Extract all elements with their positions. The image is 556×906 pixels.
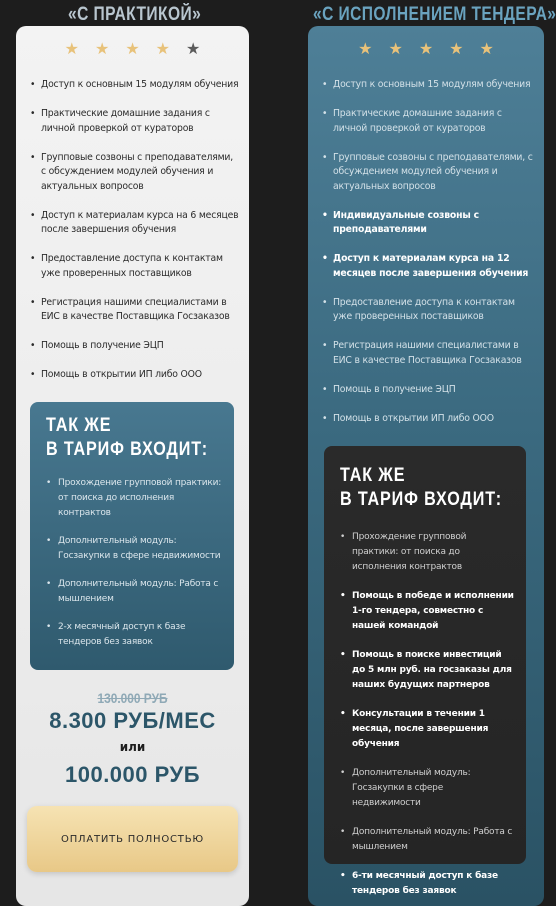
feature-item: • Доступ к материалам курса на 12 месяцев после завершения обучения [322, 252, 534, 281]
feature-item: • Индивидуальные созвоны с преподавателями [322, 209, 534, 238]
plan-card-tender [308, 26, 544, 906]
feature-item: • Помощь в открытии ИП либо ООО [322, 412, 534, 427]
star-icon: ★ [125, 39, 140, 58]
extras-box [30, 402, 234, 670]
feature-item: • Практические домашние задания с личной проверкой от кураторов [322, 107, 534, 136]
plan-card-practice [16, 26, 249, 906]
extras-item: • Дополнительный модуль: Госзакупки в сфере недвижимости [46, 534, 222, 564]
feature-item: • Практические домашние задания с личной проверкой от кураторов [30, 107, 239, 136]
extras-item: • Прохождение групповой практики: от поиска до исполнения контрактов [340, 530, 514, 575]
feature-item: • Регистрация нашими специалистами в ЕИС в качестве Поставщика Госзаказов [30, 296, 239, 325]
extras-title-line: В ТАРИФ ВХОДИТ: [46, 439, 208, 460]
feature-item: • Регистрация нашими специалистами в ЕИС в качестве Поставщика Госзаказов [322, 339, 534, 368]
extras-item: • Помощь в поиске инвестиций до 5 млн руб. на госзаказы для наших будущих партнеров [340, 648, 514, 693]
feature-item: • Помощь в получение ЭЦП [30, 339, 239, 354]
feature-item: • Предоставление доступа к контактам уже проверенных поставщиков [30, 252, 239, 281]
star-icon: ★ [449, 39, 464, 58]
extras-list [46, 476, 222, 650]
plan-title-practice: «С ПРАКТИКОЙ» [68, 4, 202, 25]
extras-title-line: ТАК ЖЕ [340, 465, 406, 486]
rating-stars [308, 40, 544, 58]
price-monthly: 8.300 РУБ/МЕС [49, 708, 216, 733]
star-icon: ★ [388, 39, 403, 58]
star-icon: ★ [479, 39, 494, 58]
extras-item: • 2-х месячный доступ к базе тендеров без заявок [46, 620, 222, 650]
feature-item: • Предоставление доступа к контактам уже проверенных поставщиков [322, 296, 534, 325]
extras-item: • Дополнительный модуль: Работа с мышлением [46, 577, 222, 607]
extras-title-line: В ТАРИФ ВХОДИТ: [340, 489, 502, 510]
star-icon: ★ [155, 39, 171, 58]
star-icon: ★ [186, 39, 201, 58]
extras-item: • Консультации в течении 1 месяца, после завершения обучения [340, 707, 514, 752]
star-icon: ★ [94, 39, 110, 58]
feature-item: • Помощь в получение ЭЦП [322, 383, 534, 398]
extras-item: • Прохождение групповой практики: от поиска до исполнения контрактов [46, 476, 222, 521]
price-old: 130.000 РУБ [97, 690, 168, 706]
feature-item: • Доступ к основным 15 модулям обучения [322, 78, 534, 93]
extras-title [46, 414, 208, 462]
feature-item: • Групповые созвоны с преподавателями, с обсуждением модулей обучения и актуальных вопросов [30, 151, 239, 195]
star-icon: ★ [418, 39, 434, 58]
star-icon: ★ [64, 39, 79, 58]
feature-list [30, 78, 239, 397]
feature-item: • Помощь в открытии ИП либо ООО [30, 368, 239, 383]
extras-item: • 6-ти месячный доступ к базе тендеров без заявок [340, 869, 514, 899]
rating-stars [16, 40, 249, 58]
pay-full-button[interactable]: ОПЛАТИТЬ ПОЛНОСТЬЮ [27, 806, 238, 872]
extras-list [340, 530, 514, 899]
feature-item: • Доступ к материалам курса на 6 месяцев после завершения обучения [30, 209, 239, 238]
plan-title-tender: «С ИСПОЛНЕНИЕМ ТЕНДЕРА» [313, 4, 556, 25]
extras-item: • Помощь в победе и исполнении 1-го тендера, совместно с нашей командой [340, 589, 514, 634]
extras-item: • Дополнительный модуль: Госзакупки в сфере недвижимости [340, 766, 514, 811]
feature-item: • Доступ к основным 15 модулям обучения [30, 78, 239, 93]
price-full: 100.000 РУБ [64, 762, 201, 787]
feature-list [322, 78, 534, 441]
price-or-label: или [119, 740, 146, 754]
extras-item: • Дополнительный модуль: Работа с мышлением [340, 825, 514, 855]
extras-box [324, 446, 526, 896]
extras-title-line: ТАК ЖЕ [46, 415, 112, 436]
extras-title [340, 464, 502, 512]
feature-item: • Групповые созвоны с преподавателями, с обсуждением модулей обучения и актуальных вопросов [322, 151, 534, 195]
star-icon: ★ [358, 39, 373, 58]
